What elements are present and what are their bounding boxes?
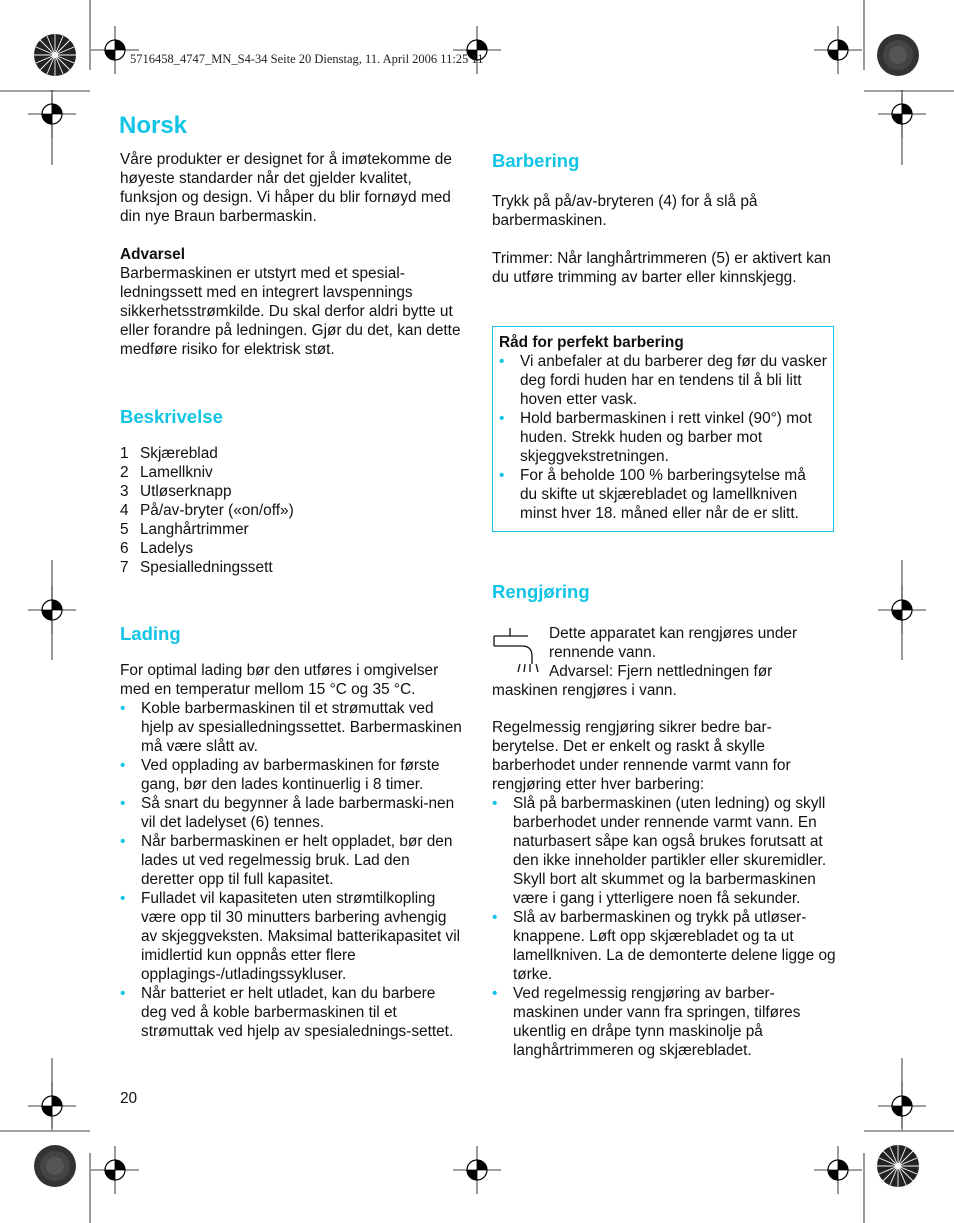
charging-intro: For optimal lading bør den utføres i omgivelser med en temperatur mellom 15 °C og 35 °C. (120, 662, 439, 698)
cleaning-section (492, 718, 837, 1060)
charging-bullet: • Ved opplading av barbermaskinen for første gang, bør den lades kontinuerlig i 8 timer. (120, 756, 465, 794)
description-item (120, 444, 465, 463)
description-item-number: 2 (120, 464, 129, 481)
page-number: 20 (120, 1090, 138, 1107)
description-list (120, 444, 465, 577)
description-heading: Beskrivelse (120, 406, 223, 427)
charging-bullet: • Når barbermaskinen er helt oppladet, bør den lades ut ved regelmessig bruk. Lad den deretter opp til full kapasitet. (120, 832, 465, 889)
charging-bullet: • Så snart du begynner å lade barbermaski-nen vil det ladelyset (6) tennes. (120, 794, 465, 832)
intro-text: Våre produkter er designet for å imøtekomme de høyeste standarder når det gjelder kvalitet, funksjon og design. Vi håper du blir fornøyd med din nye Braun barbermaskin. (120, 151, 452, 225)
description-item-label: Spesialledningssett (140, 559, 273, 576)
description-item-label: Lamellkniv (140, 464, 213, 481)
tips-bullet: • Vi anbefaler at du barberer deg før du vasker deg fordi huden har en tendens til å bli litt hoven etter vask. (499, 352, 827, 409)
cleaning-icon-line1: Dette apparatet kan rengjøres under (549, 625, 798, 642)
print-header-line: 5716458_4747_MN_S4-34 Seite 20 Dienstag, 11. April 2006 11:25 11 (130, 52, 484, 66)
tips-heading: Råd for perfekt barbering (499, 334, 684, 351)
description-item-label: Skjæreblad (140, 445, 218, 462)
description-item-number: 6 (120, 540, 129, 557)
description-item (120, 558, 465, 577)
cleaning-heading: Rengjøring (492, 581, 590, 602)
warning-heading: Advarsel (120, 246, 186, 263)
shaving-heading: Barbering (492, 150, 580, 171)
description-item (120, 501, 465, 520)
description-item (120, 463, 465, 482)
description-item (120, 539, 465, 558)
description-item-label: Ladelys (140, 540, 194, 557)
warning-text: Barbermaskinen er utstyrt med et spesial-ledningssett med en integrert lavspennings sikkerhetsstrømkilde. Du skal derfor aldri bytte ut eller forandre på ledningen. Gjør du det, kan dette medføre risiko for elektrisk støt. (120, 265, 461, 358)
tips-bullet: • For å beholde 100 % barberingsytelse må du skifte ut skjærebladet og lamellkniven minst hver 18. måned eller når de er slitt. (499, 466, 827, 523)
charging-section (120, 661, 465, 1041)
warning-block (120, 245, 465, 359)
tips-bullet: • Hold barbermaskinen i rett vinkel (90°) mot huden. Strekk huden og barber mot skjeggvekstretningen. (499, 409, 827, 466)
cleaning-icon-line2: rennende vann. (549, 644, 656, 661)
charging-bullet: • Koble barbermaskinen til et strømuttak ved hjelp av spesialledningssettet. Barbermaskinen må være slått av. (120, 699, 465, 756)
page-title: Norsk (119, 112, 188, 139)
description-item-number: 5 (120, 521, 129, 538)
description-item-number: 3 (120, 483, 129, 500)
cleaning-bullet: • Ved regelmessig rengjøring av barber-maskinen under vann fra springen, tilføres ukentlig en dråpe tynn maskinolje på langhårtrimmeren og skjærebladet. (492, 984, 837, 1060)
description-item-label: Utløserknapp (140, 483, 232, 500)
tips-box (492, 326, 834, 532)
cleaning-bullet: • Slå på barbermaskinen (uten ledning) og skyll barberhodet under rennende varmt vann. En naturbasert såpe kan også brukes forutsatt at den ikke inneholder partikler eller skuremidler. Skyll bort alt skummet og la barbermaskinen være i gang i ytterligere noen få sekunder. (492, 794, 837, 908)
charging-bullet: • Når batteriet er helt utladet, kan du barbere deg ved å koble barbermaskinen til et strømuttak ved hjelp av spesialednings-settet. (120, 984, 465, 1041)
description-item-number: 7 (120, 559, 129, 576)
cleaning-icon-line3: Advarsel: Fjern nettledningen før (549, 663, 773, 680)
water-tap-icon (492, 626, 542, 672)
shaving-section (492, 192, 837, 287)
description-item-label: På/av-bryter («on/off») (140, 502, 294, 519)
charging-heading: Lading (120, 623, 181, 644)
description-item-number: 4 (120, 502, 129, 519)
cleaning-icon-line4: maskinen rengjøres i vann. (492, 682, 677, 699)
description-item-label: Langhårtrimmer (140, 521, 249, 538)
cleaning-intro: Regelmessig rengjøring sikrer bedre bar-berytelse. Det er enkelt og raskt å skylle barberhodet under rennende varmt vann for rengjøring etter hver barbering: (492, 719, 791, 793)
cleaning-icon-line4-wrap (492, 681, 837, 700)
charging-bullet: • Fulladet vil kapasiteten uten strømtilkopling være opp til 30 minutters barbering avhengig av skjeggveksten. Maksimal batterikapasitet vil imidlertid kun oppnås etter flere opplagings-/utladingssykluser. (120, 889, 465, 984)
intro-paragraph (120, 150, 465, 226)
description-item-number: 1 (120, 445, 129, 462)
cleaning-icon-note (549, 624, 839, 681)
shaving-p1: Trykk på på/av-bryteren (4) for å slå på barbermaskinen. (492, 193, 758, 229)
description-item (120, 520, 465, 539)
description-item (120, 482, 465, 501)
shaving-p2: Trimmer: Når langhårtrimmeren (5) er aktivert kan du utføre trimming av barter eller kinnskjegg. (492, 250, 831, 286)
cleaning-bullet: • Slå av barbermaskinen og trykk på utløser-knappene. Løft opp skjærebladet og ta ut lamellkniven. La de demonterte delene ligge og tørke. (492, 908, 837, 984)
